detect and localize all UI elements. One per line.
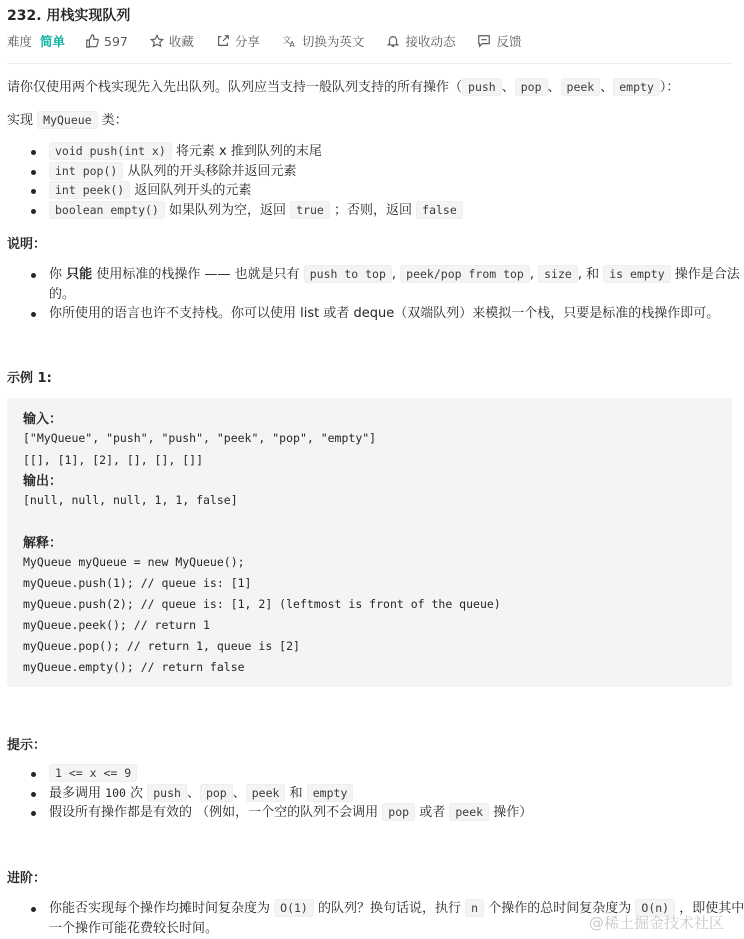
problem-meta-bar <box>7 32 543 50</box>
impl-suffix: 类： <box>101 113 128 128</box>
star-icon <box>150 34 164 48</box>
method-desc: 从队列的开头移除并返回元素 <box>127 163 297 179</box>
hint-text: 和 <box>289 785 303 801</box>
explain-label: 解释： <box>23 536 63 551</box>
list-item: 最多调用 100 次 push 、 pop 、 peek 和 empty <box>28 784 532 804</box>
difficulty-label: 难度 <box>7 34 33 49</box>
problem-title: 232. 用栈实现队列 <box>7 8 131 24</box>
method-desc-2: ；否则，返回 <box>334 202 413 218</box>
feedback-label: 反馈 <box>496 34 522 49</box>
hint-text: 假设所有操作都是有效的 （例如，一个空的队列不会调用 <box>49 805 379 820</box>
list-item <box>28 162 463 182</box>
output-label: 输出： <box>23 474 63 489</box>
watermark: @稀土掘金技术社区 <box>588 914 724 932</box>
note-text: 你 <box>49 267 63 282</box>
svg-text:文: 文 <box>282 35 292 46</box>
explain-line: myQueue.push(1); // queue is: [1] <box>23 576 252 590</box>
hint-number: 100 <box>105 785 126 800</box>
description-intro <box>7 77 679 98</box>
method-desc: 如果队列为空，返回 <box>169 202 287 218</box>
difficulty <box>7 32 65 50</box>
hints-list <box>28 764 532 823</box>
note-text: 和 <box>586 267 600 282</box>
explain-line: myQueue.peek(); // return 1 <box>23 618 210 632</box>
bell-icon <box>386 34 400 48</box>
explain-line: myQueue.empty(); // return false <box>23 660 245 674</box>
note-text: 你所使用的语言也许不支持栈。你可以使用 list 或者 deque（双端队列）来模拟一个栈，只要是标准的栈操作即可。 <box>49 306 720 321</box>
op-empty: empty <box>613 78 660 96</box>
note-code: is empty <box>603 265 670 283</box>
advanced-code: O(n) <box>635 899 675 917</box>
subscribe-label: 接收动态 <box>405 34 456 49</box>
implement-line <box>7 110 128 131</box>
translate-icon <box>282 34 297 48</box>
share-icon <box>216 34 230 48</box>
explain-line: myQueue.pop(); // return 1, queue is [2] <box>23 639 300 653</box>
explain-line: MyQueue myQueue = new MyQueue(); <box>23 555 245 569</box>
advanced-text: 的队列？换句话说，执行 <box>318 901 462 916</box>
note-text: 的。 <box>49 286 76 302</box>
list-item: 你 只能 使用标准的栈操作 —— 也就是只有 push to top , peek/pop from top , size , 和 is empty 操作是合法 <box>28 265 740 285</box>
advanced-code: O(1) <box>274 899 314 917</box>
advanced-text: 个操作的总时间复杂度为 <box>488 901 632 916</box>
list-item <box>28 181 463 201</box>
op-pop: pop <box>515 78 548 96</box>
method-signature: int peek() <box>49 181 130 199</box>
separator: 、 <box>501 80 515 95</box>
separator: 、 <box>547 80 561 95</box>
list-item <box>28 304 740 324</box>
intro-text: 请你仅使用两个栈实现先入先出队列。队列应当支持一般队列支持的所有操作（ <box>7 80 463 95</box>
hint-code: push <box>147 784 187 802</box>
note-code: peek/pop from top <box>400 265 530 283</box>
note-code: size <box>538 265 578 283</box>
input-label: 输入： <box>23 412 63 427</box>
note-code: push to top <box>304 265 392 283</box>
code-false: false <box>416 201 463 219</box>
notes-list <box>28 265 740 324</box>
advanced-text: ，即使其中 <box>679 901 744 916</box>
method-desc: 返回队列开头的元素 <box>134 183 252 198</box>
method-signature: boolean empty() <box>49 201 165 219</box>
svg-text:A: A <box>289 40 295 50</box>
code-true: true <box>290 201 330 219</box>
hint-text: 操作） <box>493 805 533 820</box>
separator: 、 <box>600 80 614 95</box>
method-list <box>28 142 463 220</box>
list-item <box>28 803 532 823</box>
favorite-button[interactable] <box>150 32 194 50</box>
method-signature: int pop() <box>49 162 123 180</box>
list-item <box>28 142 463 162</box>
hints-heading: 提示： <box>7 738 47 753</box>
hint-text: 次 <box>130 785 144 801</box>
input-line: [[], [1], [2], [], [], []] <box>23 453 204 467</box>
intro-end: ）： <box>659 80 680 95</box>
subscribe-button[interactable] <box>386 32 455 50</box>
impl-class: MyQueue <box>37 111 97 129</box>
divider <box>7 63 732 64</box>
example-block <box>7 398 732 687</box>
share-button[interactable] <box>216 32 260 50</box>
op-peek: peek <box>561 78 601 96</box>
note-text: 操作是合法 <box>674 267 740 282</box>
hint-text: 或者 <box>419 805 446 820</box>
advanced-heading: 进阶： <box>7 871 47 886</box>
advanced-text: 一个操作可能花费较长时间。 <box>49 920 219 936</box>
method-signature: void push(int x) <box>49 142 172 160</box>
hint-code: peek <box>246 784 286 802</box>
advanced-code: n <box>465 899 484 917</box>
impl-prefix: 实现 <box>7 113 34 128</box>
feedback-button[interactable] <box>477 32 521 50</box>
thumbs-up-icon <box>85 34 99 48</box>
advanced-text: 你能否实现每个操作均摊时间复杂度为 <box>49 901 271 916</box>
like-count: 597 <box>104 33 128 49</box>
share-label: 分享 <box>234 34 260 49</box>
notes-heading: 说明： <box>7 237 47 252</box>
method-desc: 将元素 x 推到队列的末尾 <box>175 144 322 159</box>
hint-code: 1 <= x <= 9 <box>49 764 137 782</box>
feedback-icon <box>477 34 491 48</box>
example-heading: 示例 1: <box>7 371 52 386</box>
list-item <box>28 201 463 221</box>
hint-text: 最多调用 <box>49 785 102 801</box>
like-button[interactable] <box>85 34 128 49</box>
hint-code: pop <box>382 803 415 821</box>
translate-button[interactable] <box>282 32 365 50</box>
note-bold: 只能 <box>66 267 93 282</box>
note-text: 使用标准的栈操作 —— 也就是只有 <box>96 267 300 282</box>
list-item <box>28 764 532 784</box>
op-push: push <box>462 78 502 96</box>
input-line: ["MyQueue", "push", "push", "peek", "pop", "empty"] <box>23 431 377 445</box>
list-item-continuation <box>28 285 740 305</box>
difficulty-value: 简单 <box>40 34 66 49</box>
translate-label: 切换为英文 <box>301 34 365 49</box>
output-line: [null, null, null, 1, 1, false] <box>23 493 238 507</box>
hint-code: peek <box>449 803 489 821</box>
hint-code: empty <box>307 784 354 802</box>
explain-line: myQueue.push(2); // queue is: [1, 2] (leftmost is front of the queue) <box>23 597 501 611</box>
hint-code: pop <box>200 784 233 802</box>
favorite-label: 收藏 <box>168 34 194 49</box>
